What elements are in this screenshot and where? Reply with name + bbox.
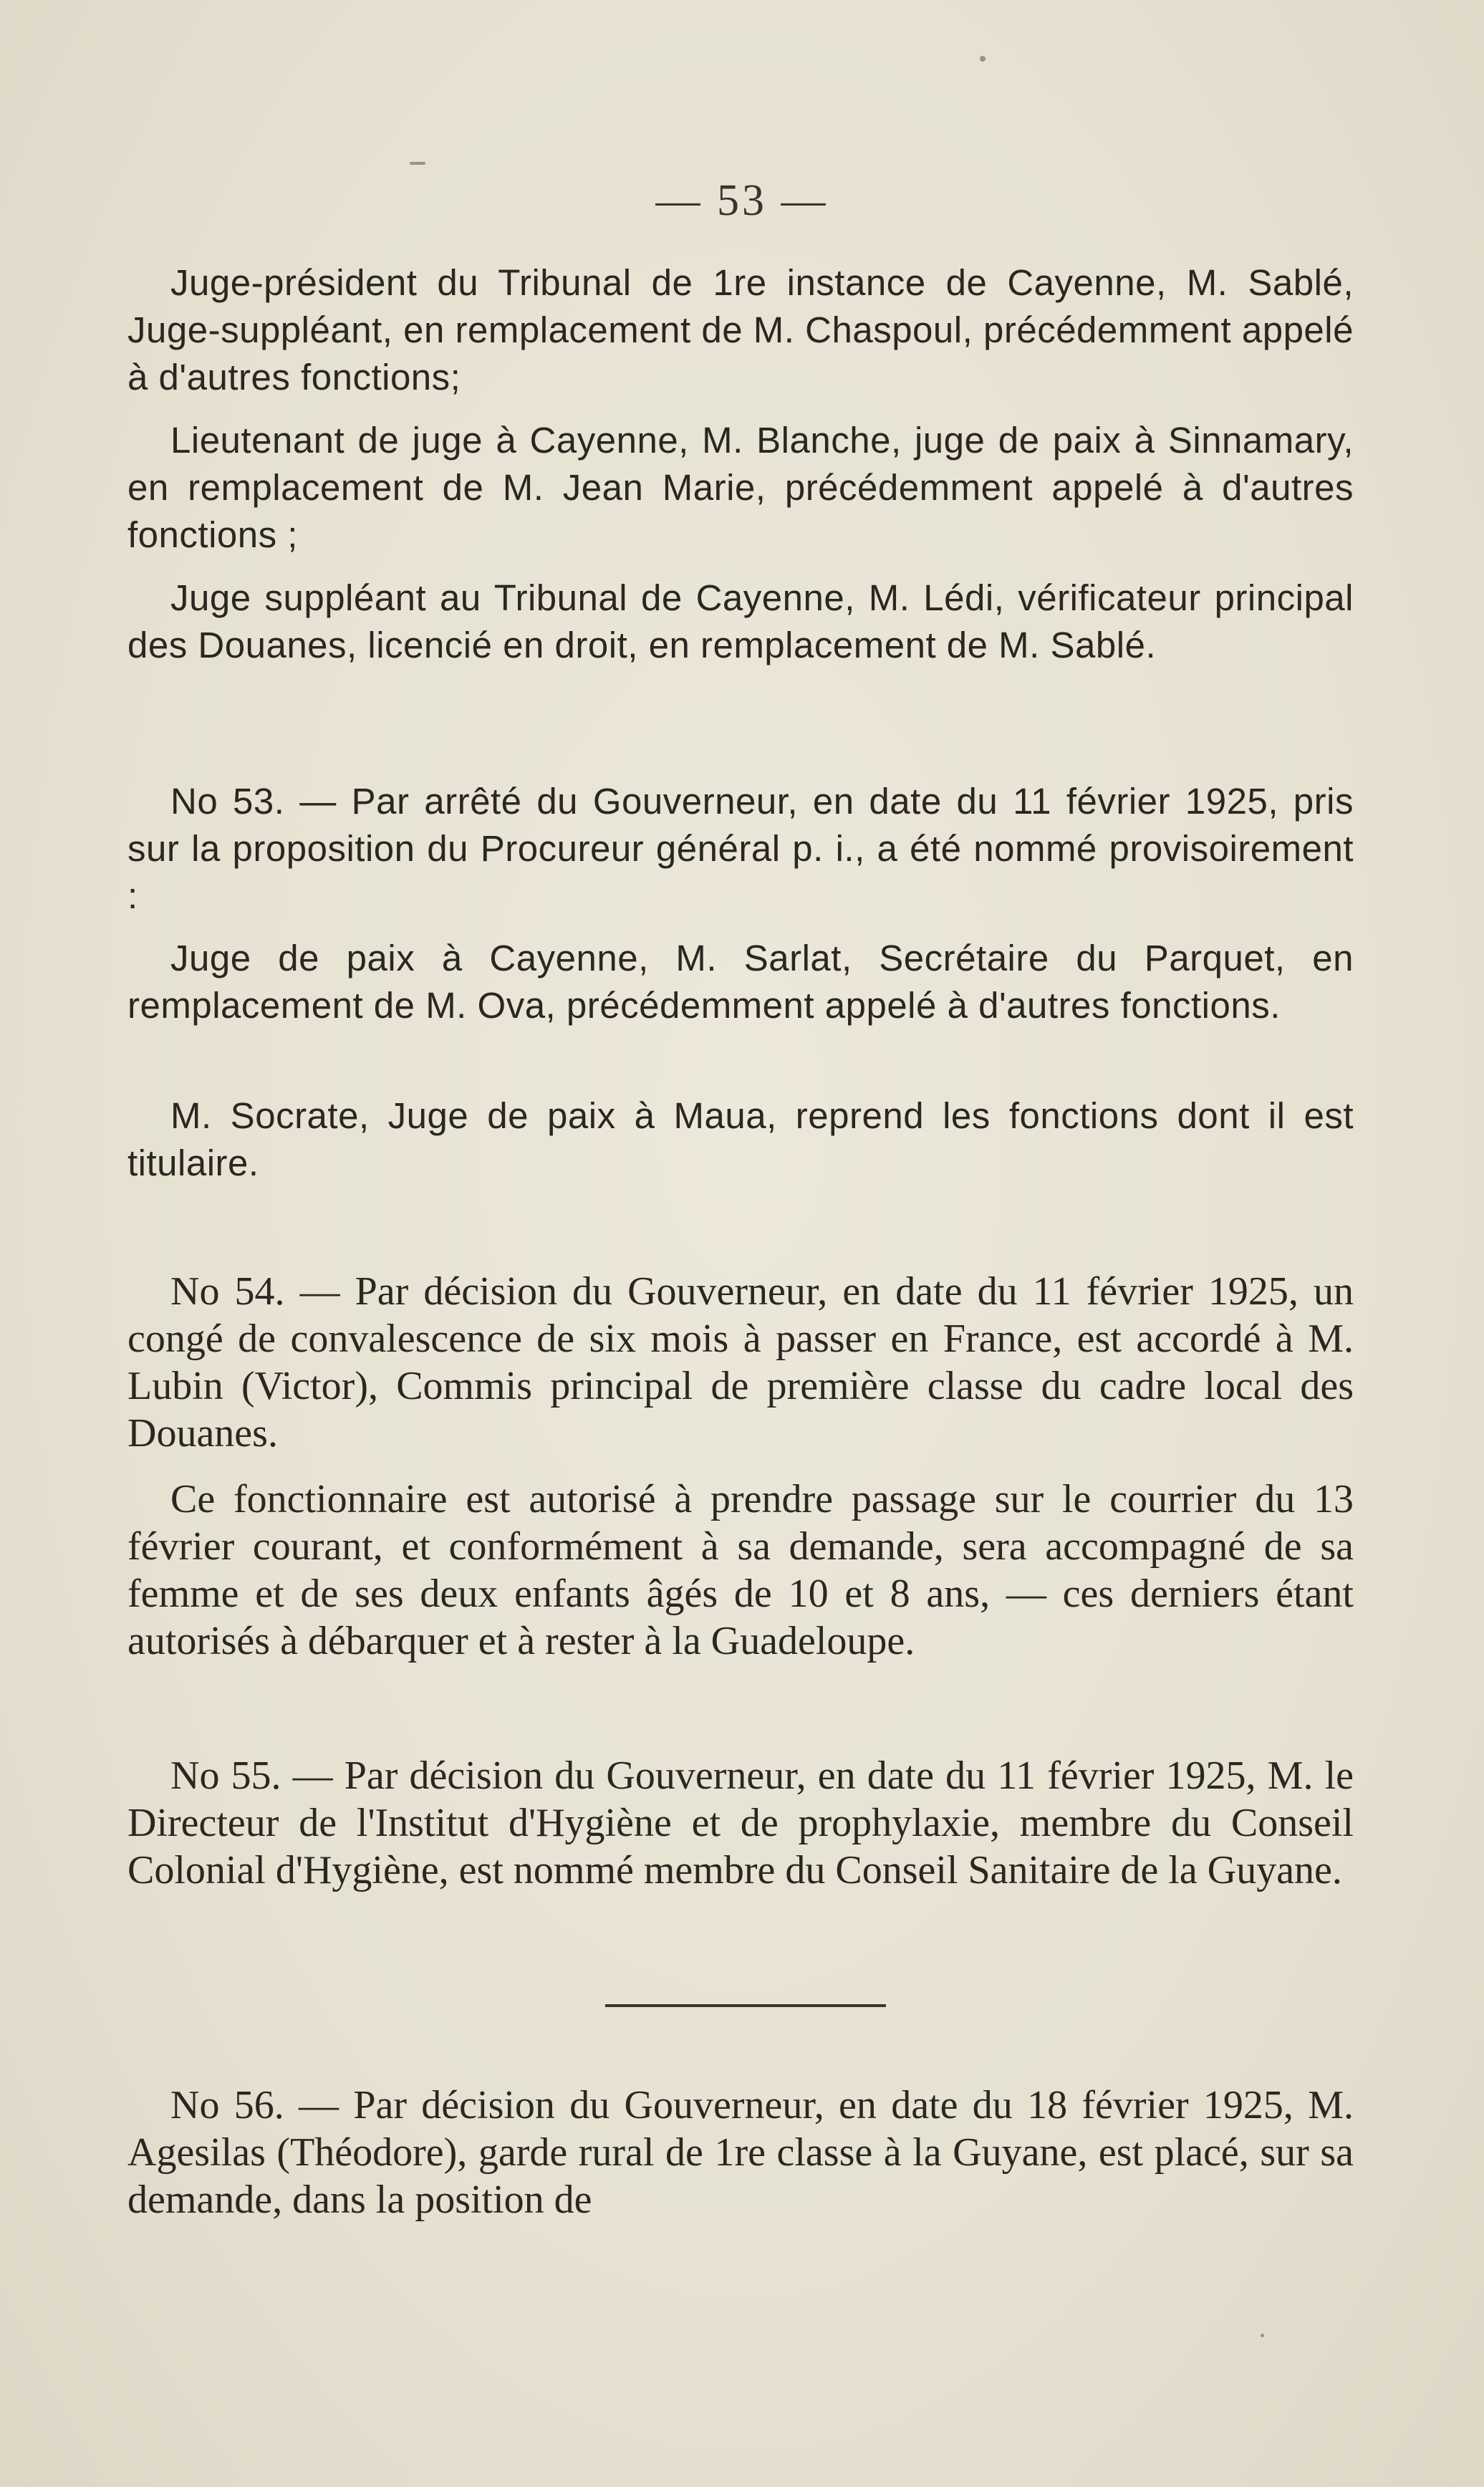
paper-speck xyxy=(1261,2334,1264,2337)
paper-speck xyxy=(980,56,986,62)
paragraph-juge-de-paix-cayenne: Juge de paix à Cayenne, M. Sarlat, Secrétaire du Parquet, en remplacement de M. Ova, précédemment appelé à d'autres fonctions. xyxy=(127,938,1354,1026)
paragraph-socrate: M. Socrate, Juge de paix à Maua, reprend les fonctions dont il est titulaire. xyxy=(127,1095,1354,1183)
paragraph-no-56: No 56. — Par décision du Gouverneur, en date du 18 février 1925, M. Agesilas (Théodore), garde rural de 1re classe à la Guyane, est placé, sur sa demande, dans la position de xyxy=(127,2083,1354,2222)
paragraph-juge-president: Juge-président du Tribunal de 1re instance de Cayenne, M. Sablé, Juge-suppléant, en remplacement de M. Chaspoul, précédemment appelé à d'autres fonctions; xyxy=(127,262,1354,398)
paragraph-no-55: No 55. — Par décision du Gouverneur, en date du 11 février 1925, M. le Directeur de l'Institut d'Hygiène et de prophylaxie, membre du Conseil Colonial d'Hygiène, est nommé membre du Conseil Sanitaire de la Guyane. xyxy=(127,1754,1354,1892)
section-divider xyxy=(605,2004,886,2007)
paragraph-lieutenant-de-juge: Lieutenant de juge à Cayenne, M. Blanche, juge de paix à Sinnamary, en remplacement de M. Jean Marie, précédemment appelé à d'autres fonctions ; xyxy=(127,420,1354,555)
paragraph-no-53: No 53. — Par arrêté du Gouverneur, en date du 11 février 1925, pris sur la proposition du Procureur général p. i., a été nommé provisoirement : xyxy=(127,781,1354,916)
paragraph-fonctionnaire-autorise: Ce fonctionnaire est autorisé à prendre passage sur le courrier du 13 février courant, et conformément à sa demande, sera accompagné de sa femme et de ses deux enfants âgés de 10 et 8 ans, — ces derniers étant autorisés à débarquer et à rester à la Guadeloupe. xyxy=(127,1477,1354,1663)
page-number: — 53 — xyxy=(655,176,829,225)
paper-speck xyxy=(410,162,425,165)
paragraph-juge-suppleant: Juge suppléant au Tribunal de Cayenne, M. Lédi, vérificateur principal des Douanes, licencié en droit, en remplacement de M. Sablé. xyxy=(127,577,1354,665)
paragraph-no-54: No 54. — Par décision du Gouverneur, en date du 11 février 1925, un congé de convalescence de six mois à passer en France, est accordé à M. Lubin (Victor), Commis principal de première classe du cadre local des Douanes. xyxy=(127,1269,1354,1456)
